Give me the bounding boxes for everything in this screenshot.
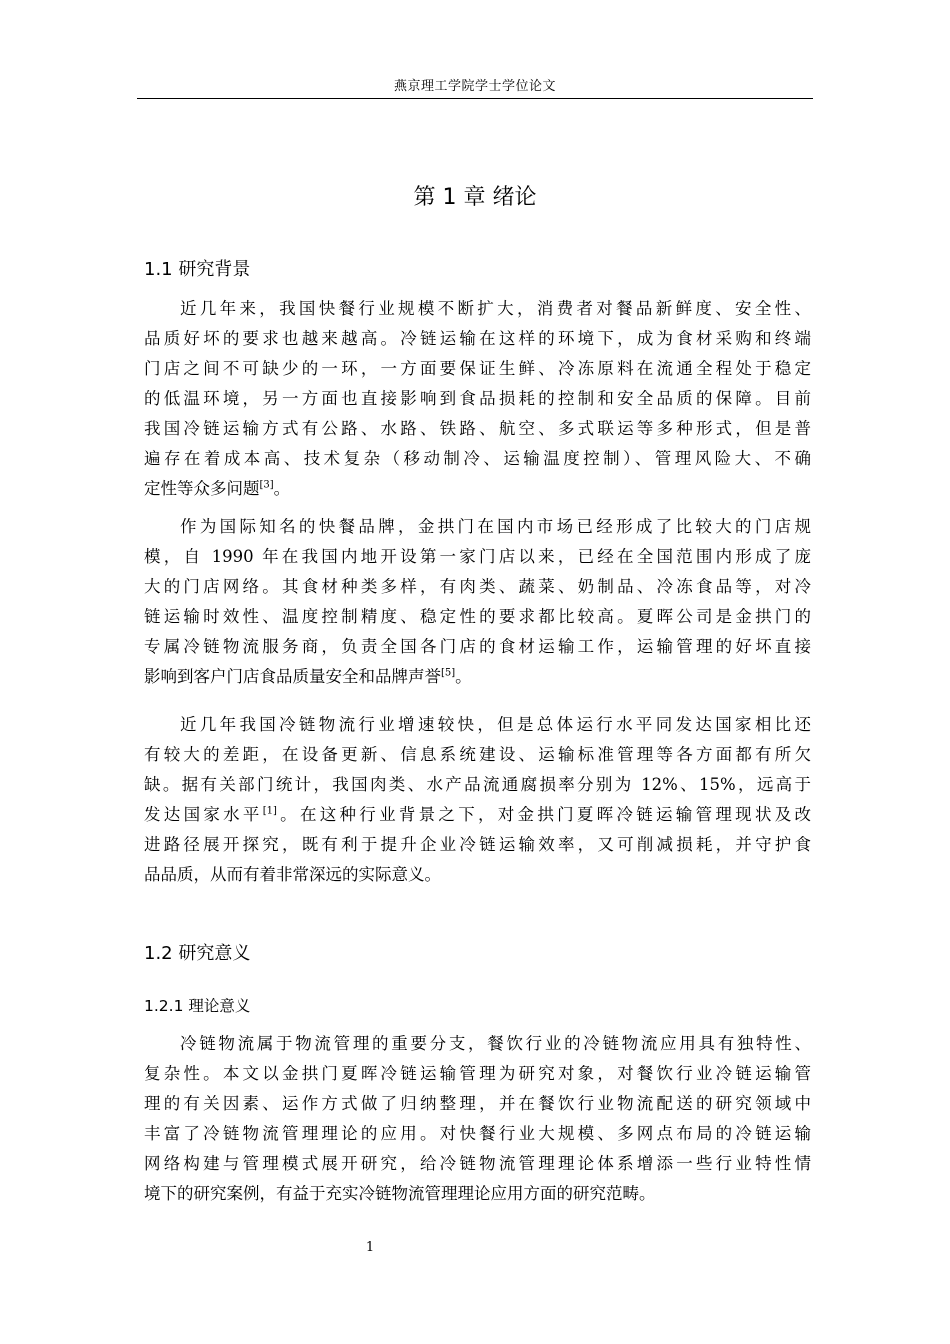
text-line: 理的有关因素、运作方式做了归纳整理，并在餐饮行业物流配送的研究领域中: [144, 1094, 811, 1113]
text-line: 作为国际知名的快餐品牌，金拱门在国内市场已经形成了比较大的门店规: [180, 517, 811, 536]
text-line: 丰富了冷链物流管理理论的应用。对快餐行业大规模、多网点布局的冷链运输: [144, 1124, 811, 1143]
text-fragment: 影响到客户门店食品质量安全和品牌声誉: [144, 667, 441, 686]
text-line: 遍存在着成本高、技术复杂（移动制冷、运输温度控制）、管理风险大、不确: [144, 449, 811, 468]
text-line: 近几年来，我国快餐行业规模不断扩大，消费者对餐品新鲜度、安全性、: [180, 299, 811, 318]
text-line: 链运输时效性、温度控制精度、稳定性的要求都比较高。夏晖公司是金拱门的: [144, 607, 811, 626]
text-line: 复杂性。本文以金拱门夏晖冷链运输管理为研究对象，对餐饮行业冷链运输管: [144, 1064, 811, 1083]
text-line: 品品质，从而有着非常深远的实际意义。: [144, 865, 441, 884]
section-heading-1-1: 1.1 研究背景: [144, 259, 251, 280]
text-line: 缺。据有关部门统计，我国肉类、水产品流通腐损率分别为 12%、15%，远高于: [144, 775, 811, 794]
text-line: 大的门店网络。其食材种类多样，有肉类、蔬菜、奶制品、冷冻食品等，对冷: [144, 577, 811, 596]
running-header: [137, 78, 813, 99]
text-line: 的低温环境，另一方面也直接影响到食品损耗的控制和安全品质的保障。目前: [144, 389, 811, 408]
text-line: 有较大的差距，在设备更新、信息系统建设、运输标准管理等各方面都有所欠: [144, 745, 811, 764]
page-number: 1: [365, 1240, 375, 1255]
subsection-heading-1-2-1: 1.2.1 理论意义: [144, 997, 251, 1015]
paragraph-theory: [144, 1029, 811, 1209]
section-heading-1-2: 1.2 研究意义: [144, 943, 251, 964]
text-line: 模，自 1990 年在我国内地开设第一家门店以来，已经在全国范围内形成了庞: [144, 547, 811, 566]
chapter-title: 第 1 章 绪论: [413, 185, 537, 210]
text-line: 网络构建与管理模式展开研究，给冷链物流管理理论体系增添一些行业特性情: [144, 1154, 811, 1173]
text-line: 进路径展开探究，既有利于提升企业冷链运输效率，又可削减损耗，并守护食: [144, 835, 811, 854]
text-fragment: 定性等众多问题: [144, 479, 260, 498]
paragraph-background-1: [144, 294, 811, 504]
text-line: 专属冷链物流服务商，负责全国各门店的食材运输工作，运输管理的好坏直接: [144, 637, 811, 656]
text-line: [144, 474, 811, 504]
text-line: [144, 800, 811, 830]
text-line: [144, 662, 811, 692]
text-fragment: 。在这种行业背景之下，对金拱门夏晖冷链运输管理现状及改: [276, 805, 812, 824]
citation-ref: [1]: [262, 805, 277, 817]
running-header-title: 燕京理工学院学士学位论文: [393, 79, 556, 94]
citation-ref: [5]: [441, 667, 456, 679]
text-line: 境下的研究案例，有益于充实冷链物流管理理论应用方面的研究范畴。: [144, 1184, 656, 1203]
text-line: 我国冷链运输方式有公路、水路、铁路、航空、多式联运等多种形式，但是普: [144, 419, 811, 438]
text-fragment: 发达国家水平: [144, 805, 263, 824]
text-line: 近几年我国冷链物流行业增速较快，但是总体运行水平同发达国家相比还: [180, 715, 811, 734]
text-line: 冷链物流属于物流管理的重要分支，餐饮行业的冷链物流应用具有独特性、: [180, 1034, 811, 1053]
paragraph-background-2: [144, 512, 811, 692]
text-fragment: 。: [455, 667, 472, 686]
text-line: 品质好坏的要求也越来越高。冷链运输在这样的环境下，成为食材采购和终端: [144, 329, 811, 348]
citation-ref: [3]: [259, 479, 274, 491]
paragraph-background-3: [144, 710, 811, 890]
text-line: 门店之间不可缺少的一环，一方面要保证生鲜、冷冻原料在流通全程处于稳定: [144, 359, 811, 378]
text-fragment: 。: [273, 479, 291, 498]
